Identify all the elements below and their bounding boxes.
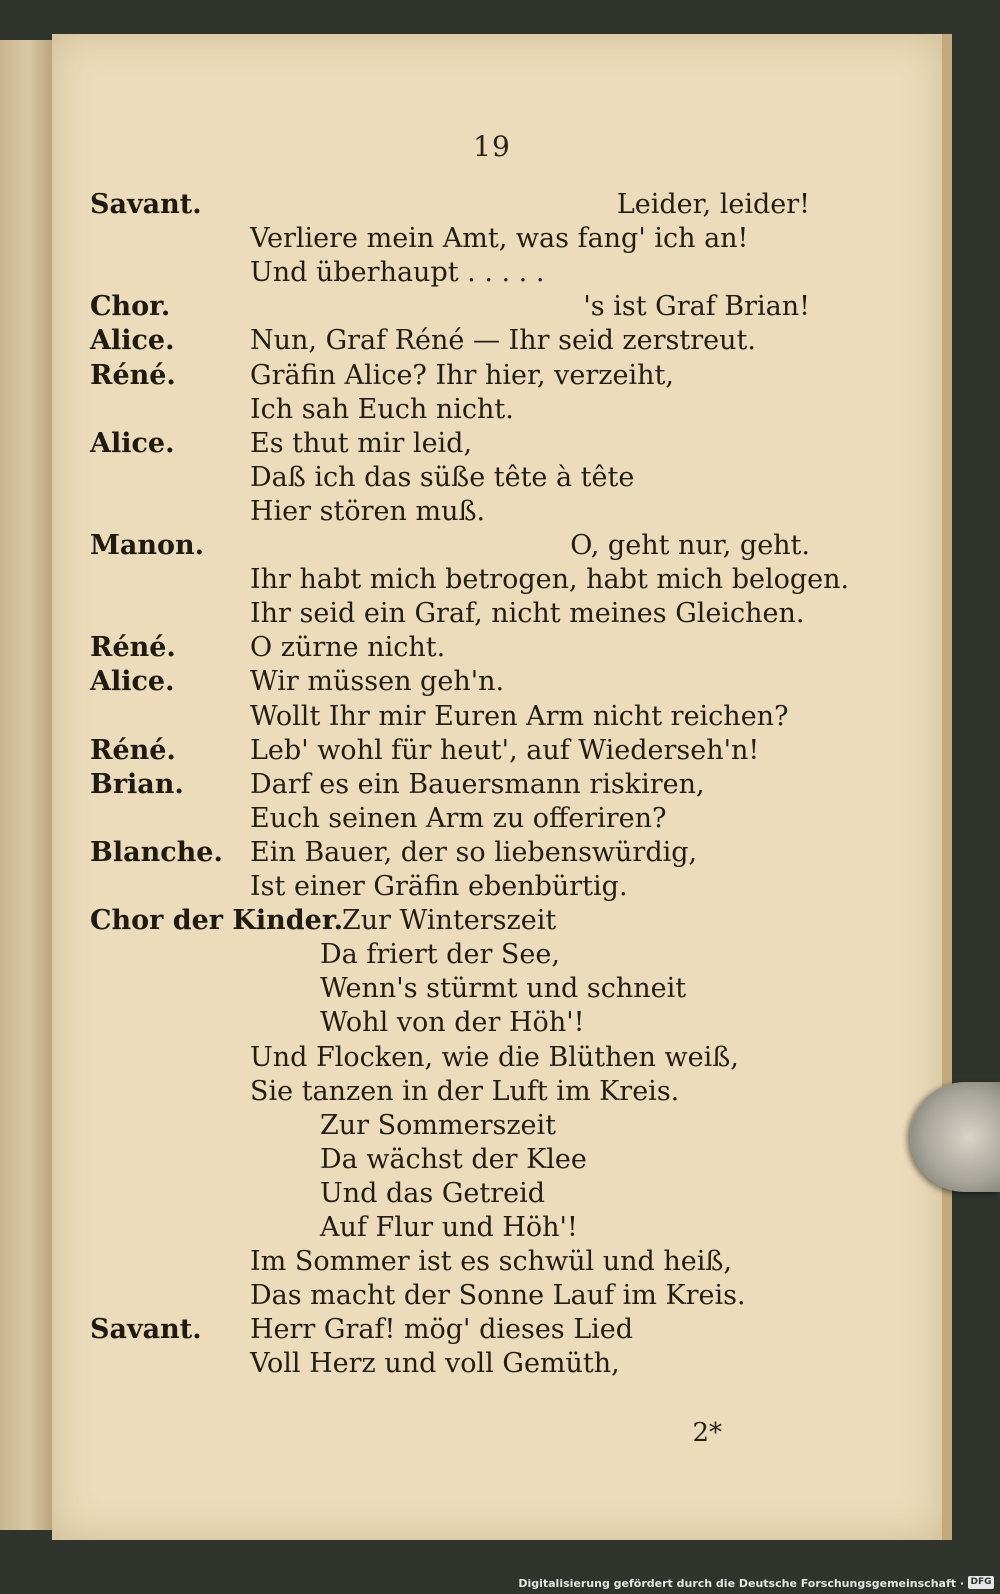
verse-text: Ist einer Gräfin ebenbürtig. xyxy=(250,871,628,902)
speaker-name: Réné. xyxy=(90,632,176,664)
verse-text: Ihr habt mich betrogen, habt mich belogen. xyxy=(250,564,850,596)
verse-line xyxy=(52,461,932,495)
speaker-name: Alice. xyxy=(90,666,175,698)
verse-text: Euch seinen Arm zu offeriren? xyxy=(250,802,667,834)
verse-text: Hier stören muß. xyxy=(250,495,486,527)
verse-line xyxy=(52,1279,932,1313)
verse-text: 's ist Graf Brian! xyxy=(583,291,810,323)
signature-mark: 2* xyxy=(692,1418,722,1448)
verse-line xyxy=(52,768,932,802)
dfg-logo: DFG xyxy=(968,1576,994,1589)
verse-line xyxy=(52,256,932,290)
page-number: 19 xyxy=(473,130,511,163)
verse-text: Es thut mir leid, xyxy=(250,427,473,459)
verse-line xyxy=(52,631,932,665)
verse-text: Auf Flur und Höh'! xyxy=(320,1212,578,1243)
verse-text: Zur Winterszeit xyxy=(342,905,557,937)
verse-line xyxy=(52,1313,932,1347)
verse-line xyxy=(52,529,932,563)
verse-text: Und überhaupt . . . . . xyxy=(250,257,545,289)
speaker-name: Savant. xyxy=(90,1314,202,1346)
verse-text: Wir müssen geh'n. xyxy=(250,666,505,698)
speaker-name: Blanche. xyxy=(90,836,223,868)
verse-line xyxy=(52,665,932,699)
verse-text: Leider, leider! xyxy=(616,189,810,220)
verse-line xyxy=(52,563,932,597)
verse-text: O zürne nicht. xyxy=(250,632,446,664)
verse-text: Da friert der See, xyxy=(320,939,560,971)
verse-line xyxy=(52,802,932,836)
verse-line xyxy=(52,1109,932,1143)
verse-text: Im Sommer ist es schwül und heiß, xyxy=(250,1246,732,1278)
verse-line xyxy=(52,938,932,972)
verse-line xyxy=(52,700,932,734)
verse-text: Wollt Ihr mir Euren Arm nicht reichen? xyxy=(250,700,789,732)
speaker-name: Chor der Kinder. xyxy=(90,905,343,937)
verse-text: Nun, Graf Réné — Ihr seid zerstreut. xyxy=(250,325,756,357)
verse-text: Sie tanzen in der Luft im Kreis. xyxy=(250,1075,680,1107)
book-page xyxy=(52,34,952,1540)
verse-text: Wohl von der Höh'! xyxy=(320,1007,585,1039)
verse-line xyxy=(52,1143,932,1177)
verse-line xyxy=(52,1075,932,1109)
verse-line xyxy=(52,290,932,324)
verse-line xyxy=(52,495,932,529)
verse-text: Da wächst der Klee xyxy=(320,1143,587,1175)
verse-line xyxy=(52,734,932,768)
verse-line xyxy=(52,324,932,358)
verse-text: Herr Graf! mög' dieses Lied xyxy=(250,1314,634,1346)
verse-line xyxy=(52,870,932,904)
verse-text: Gräfin Alice? Ihr hier, verzeiht, xyxy=(250,359,674,391)
verse-line xyxy=(52,1211,932,1245)
verse-line xyxy=(52,972,932,1006)
verse-text: Daß ich das süße tête à tête xyxy=(250,461,635,493)
speaker-name: Manon. xyxy=(90,530,205,561)
verse-line xyxy=(52,1347,932,1381)
verse-line xyxy=(52,836,932,870)
verse-text: Darf es ein Bauersmann riskiren, xyxy=(250,768,705,800)
verse-line xyxy=(52,904,932,938)
speaker-name: Chor. xyxy=(90,291,171,323)
verse-line xyxy=(52,427,932,461)
speaker-name: Réné. xyxy=(90,359,176,391)
verse-text: Und Flocken, wie die Blüthen weiß, xyxy=(250,1041,739,1073)
verse-text: Verliere mein Amt, was fang' ich an! xyxy=(250,223,749,255)
verse-text: Leb' wohl für heut', auf Wiederseh'n! xyxy=(250,734,760,766)
verse-line xyxy=(52,1006,932,1040)
verse-line xyxy=(52,359,932,393)
funding-note: Digitalisierung gefördert durch die Deutsche Forschungsgemeinschaft · xyxy=(518,1577,964,1590)
verse-line xyxy=(52,1245,932,1279)
verse-text: O, geht nur, geht. xyxy=(570,530,810,561)
verse-text: Ein Bauer, der so liebenswürdig, xyxy=(250,836,698,868)
footer-bar xyxy=(0,1568,1000,1594)
verse-line xyxy=(52,597,932,631)
verse-text: Wenn's stürmt und schneit xyxy=(320,973,687,1005)
speaker-name: Alice. xyxy=(90,325,175,357)
verse-text: Voll Herz und voll Gemüth, xyxy=(250,1348,620,1380)
libretto-text xyxy=(52,34,952,1540)
verse-text: Zur Sommerszeit xyxy=(320,1109,557,1141)
speaker-name: Alice. xyxy=(90,427,175,459)
verse-line xyxy=(52,1041,932,1075)
speaker-name: Brian. xyxy=(90,768,184,800)
speaker-name: Savant. xyxy=(90,189,202,220)
verse-text: Das macht der Sonne Lauf im Kreis. xyxy=(250,1280,746,1312)
verse-text: Ich sah Euch nicht. xyxy=(250,393,514,425)
facing-page-edge xyxy=(0,40,54,1530)
speaker-name: Réné. xyxy=(90,734,176,766)
verse-text: Und das Getreid xyxy=(320,1177,546,1209)
verse-line xyxy=(52,188,932,222)
verse-line xyxy=(52,1177,932,1211)
verse-text: Ihr seid ein Graf, nicht meines Gleichen. xyxy=(250,598,805,630)
verse-line xyxy=(52,393,932,427)
verse-line xyxy=(52,222,932,256)
